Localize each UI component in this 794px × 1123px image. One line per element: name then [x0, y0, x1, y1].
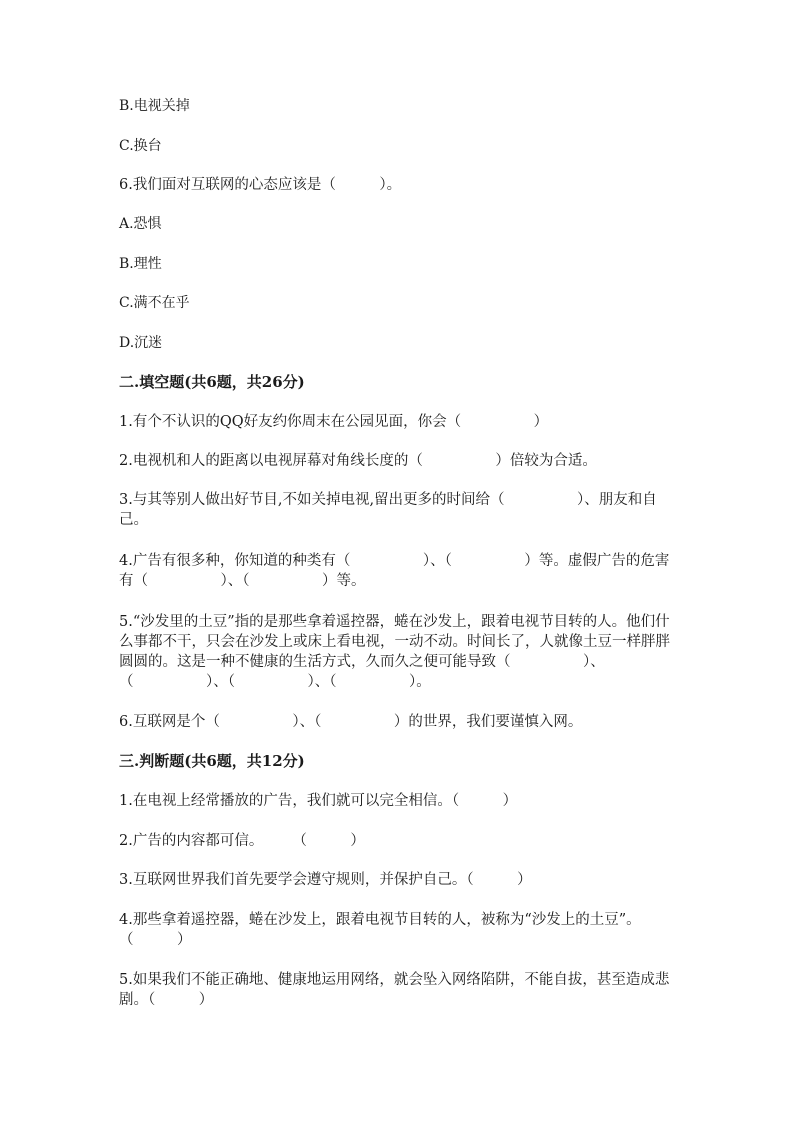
fill-item-1: 1.有个不认识的QQ好友约你周末在公园见面，你会（ ）: [119, 414, 549, 430]
fill-item-6: 6.互联网是个（ ）、（ ）的世界，我们要谨慎入网。: [119, 714, 583, 730]
q5-option-c: C.换台: [119, 138, 162, 154]
q5-option-b: B.电视关掉: [119, 98, 190, 114]
judge-item-5: 5.如果我们不能正确地、健康地运用网络，就会坠入网络陷阱，不能自拔，甚至造成悲剧。（ ）: [119, 972, 670, 1008]
q6-option-a: A.恐惧: [119, 216, 162, 232]
fill-item-2: 2.电视机和人的距离以电视屏幕对角线长度的（ ）倍较为合适。: [119, 453, 597, 469]
judge-item-2: 2.广告的内容都可信。 （ ）: [119, 833, 365, 849]
judge-item-3: 3.互联网世界我们首先要学会遵守规则，并保护自己。（ ）: [119, 872, 532, 888]
judge-item-4: 4.那些拿着遥控器，蜷在沙发上，跟着电视节目转的人，被称为“沙发上的土豆”。（ ）: [119, 912, 641, 948]
q6-stem: 6.我们面对互联网的心态应该是（ ）。: [119, 177, 402, 193]
fill-item-4: 4.广告有很多种，你知道的种类有（ ）、（ ）等。虚假广告的危害有（ ）、（ ）等。: [119, 553, 670, 589]
q6-option-c: C.满不在乎: [119, 295, 190, 311]
section3-title: 三.判断题(共6题，共12分): [119, 752, 305, 770]
q6-option-b: B.理性: [119, 256, 162, 272]
section2-title: 二.填空题(共6题，共26分): [119, 373, 305, 391]
q6-option-d: D.沉迷: [119, 335, 163, 351]
judge-item-1: 1.在电视上经常播放的广告，我们就可以完全相信。（ ）: [119, 793, 518, 809]
fill-item-3: 3.与其等别人做出好节目,不如关掉电视,留出更多的时间给（ ）、朋友和自己。: [119, 492, 657, 528]
fill-item-5: 5.“沙发里的土豆”指的是那些拿着遥控器，蜷在沙发上，跟着电视节目转的人。他们什么事都不干，只会在沙发上或床上看电视，一动不动。时间长了，人就像土豆一样胖胖圆圆的。这是一种不健康的生活方式，久而久之便可能导致（ ）、（ ）、（ ）、（ ）。: [119, 614, 670, 690]
